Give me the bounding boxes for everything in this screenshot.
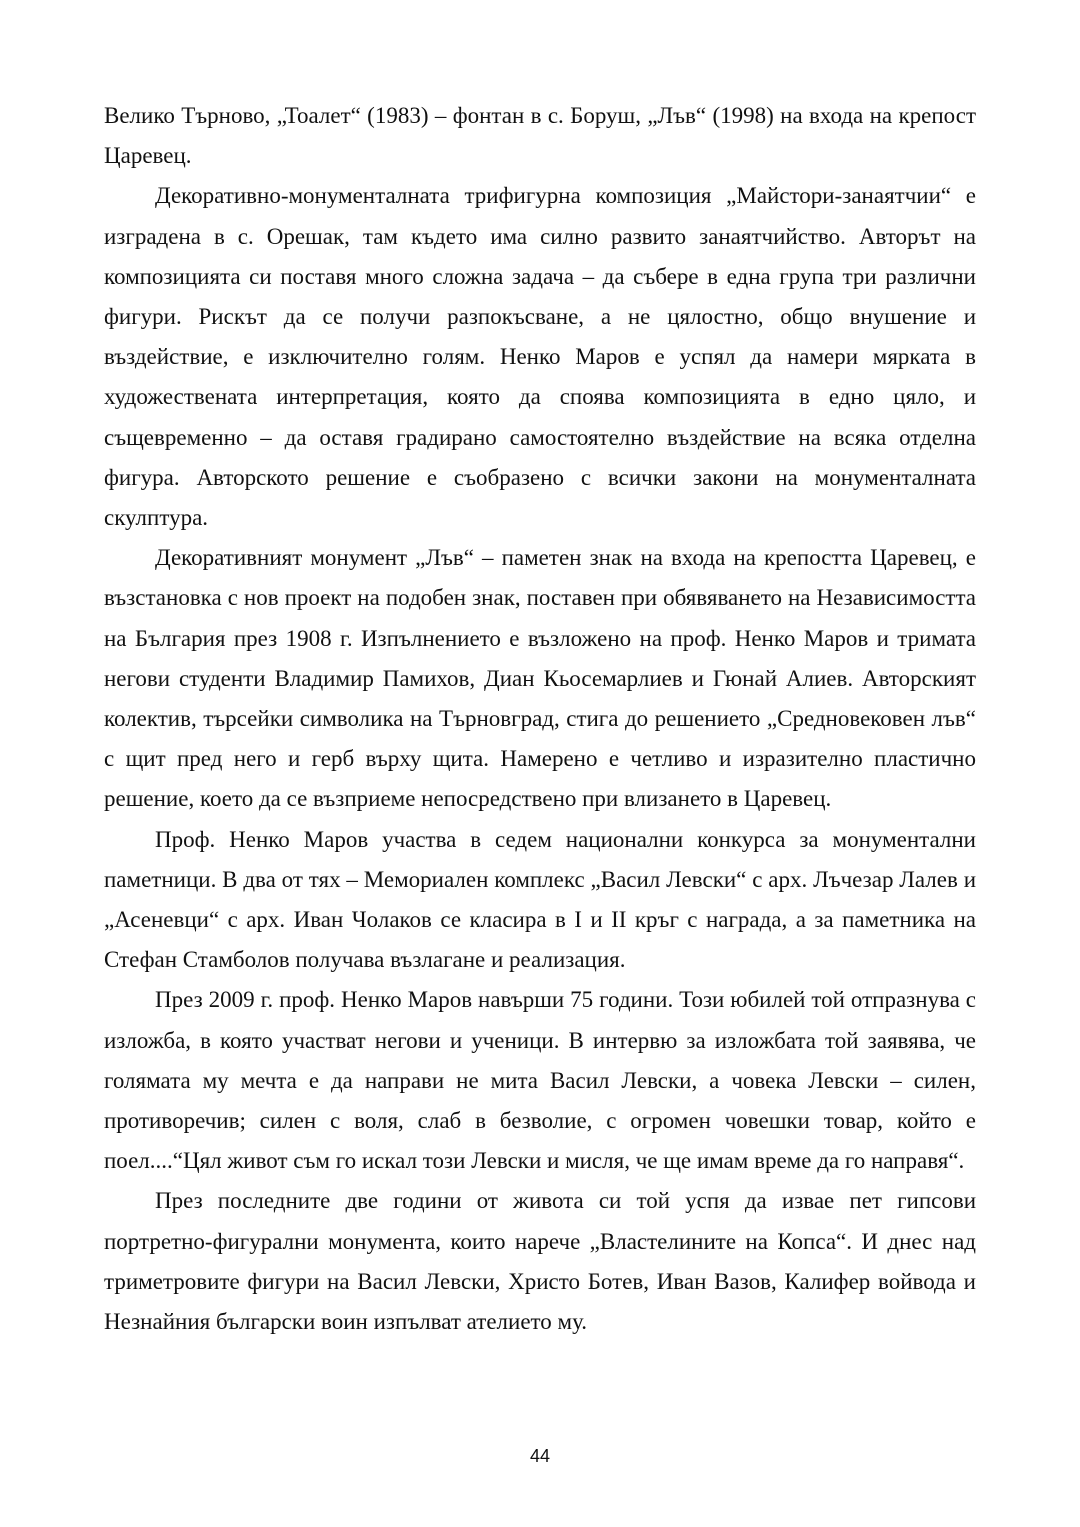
paragraph-1: Велико Търново, „Тоалет“ (1983) – фонтан в с. Боруш, „Лъв“ (1998) на входа на крепост Царевец. <box>104 103 976 169</box>
paragraph-3: Декоративният монумент „Лъв“ – паметен знак на входа на крепостта Царевец, е възстановка с нов проект на подобен знак, поставен при обявяването на Независимостта на България през 1908 г. Изпълнението е възложено на проф. Ненко Маров и тримата негови студенти Владимир Памихов, Диан Кьосемарлиев и Гюнай Алиев. Авторският колектив, търсейки символика на Търновград, стига до решението „Средновековен лъв“ с щит пред него и герб върху щита. Намерено е четливо и изразително пластично решение, което да се възприеме непосредствено при влизането в Царевец. <box>104 545 976 812</box>
paragraph-4: Проф. Ненко Маров участва в седем национални конкурса за монументални паметници. В два от тях – Мемориален комплекс „Васил Левски“ с арх. Лъчезар Лалев и „Асеневци“ с арх. Иван Чолаков се класира в I и II кръг с награда, а за паметника на Стефан Стамболов получава възлагане и реализация. <box>104 826 976 973</box>
paragraph-2: Декоративно-монументалната трифигурна композиция „Майстори-занаятчии“ е изградена в с. Орешак, там където има силно развито занаятчийство. Авторът на композицията си поставя много сложна задача – да събере в една група три различни фигури. Рискът да се получи разпокъсване, а не цялостно, общо внушение и въздействие, е изключително голям. Ненко Маров е успял да намери мярката в художествената интерпретация, която да споява композицията в едно цяло, и същевременно – да оставя градирано самостоятелно въздействие на всяка отделна фигура. Авторското решение е съобразено с всички закони на монументалната скулптура. <box>104 183 976 531</box>
page-number: 44 <box>529 1446 551 1466</box>
body-text <box>104 96 976 1342</box>
paragraph-6: През последните две години от живота си той успя да извае пет гипсови портретно-фигурални монумента, които нарече „Властелините на Копса“. И днес над триметровите фигури на Васил Левски, Христо Ботев, Иван Вазов, Калифер войвода и Незнайния български воин изпълват ателието му. <box>104 1188 976 1335</box>
paragraph-5: През 2009 г. проф. Ненко Маров навърши 75 години. Този юбилей той отпразнува с изложба, в която участват негови и ученици. В интервю за изложбата той заявява, че голямата му мечта е да направи не мита Васил Левски, а човека Левски – силен, противоречив; силен с воля, слаб в безволие, с огромен човешки товар, който е поел....“Цял живот съм го искал този Левски и мисля, че ще имам време да го направя“. <box>104 987 976 1174</box>
